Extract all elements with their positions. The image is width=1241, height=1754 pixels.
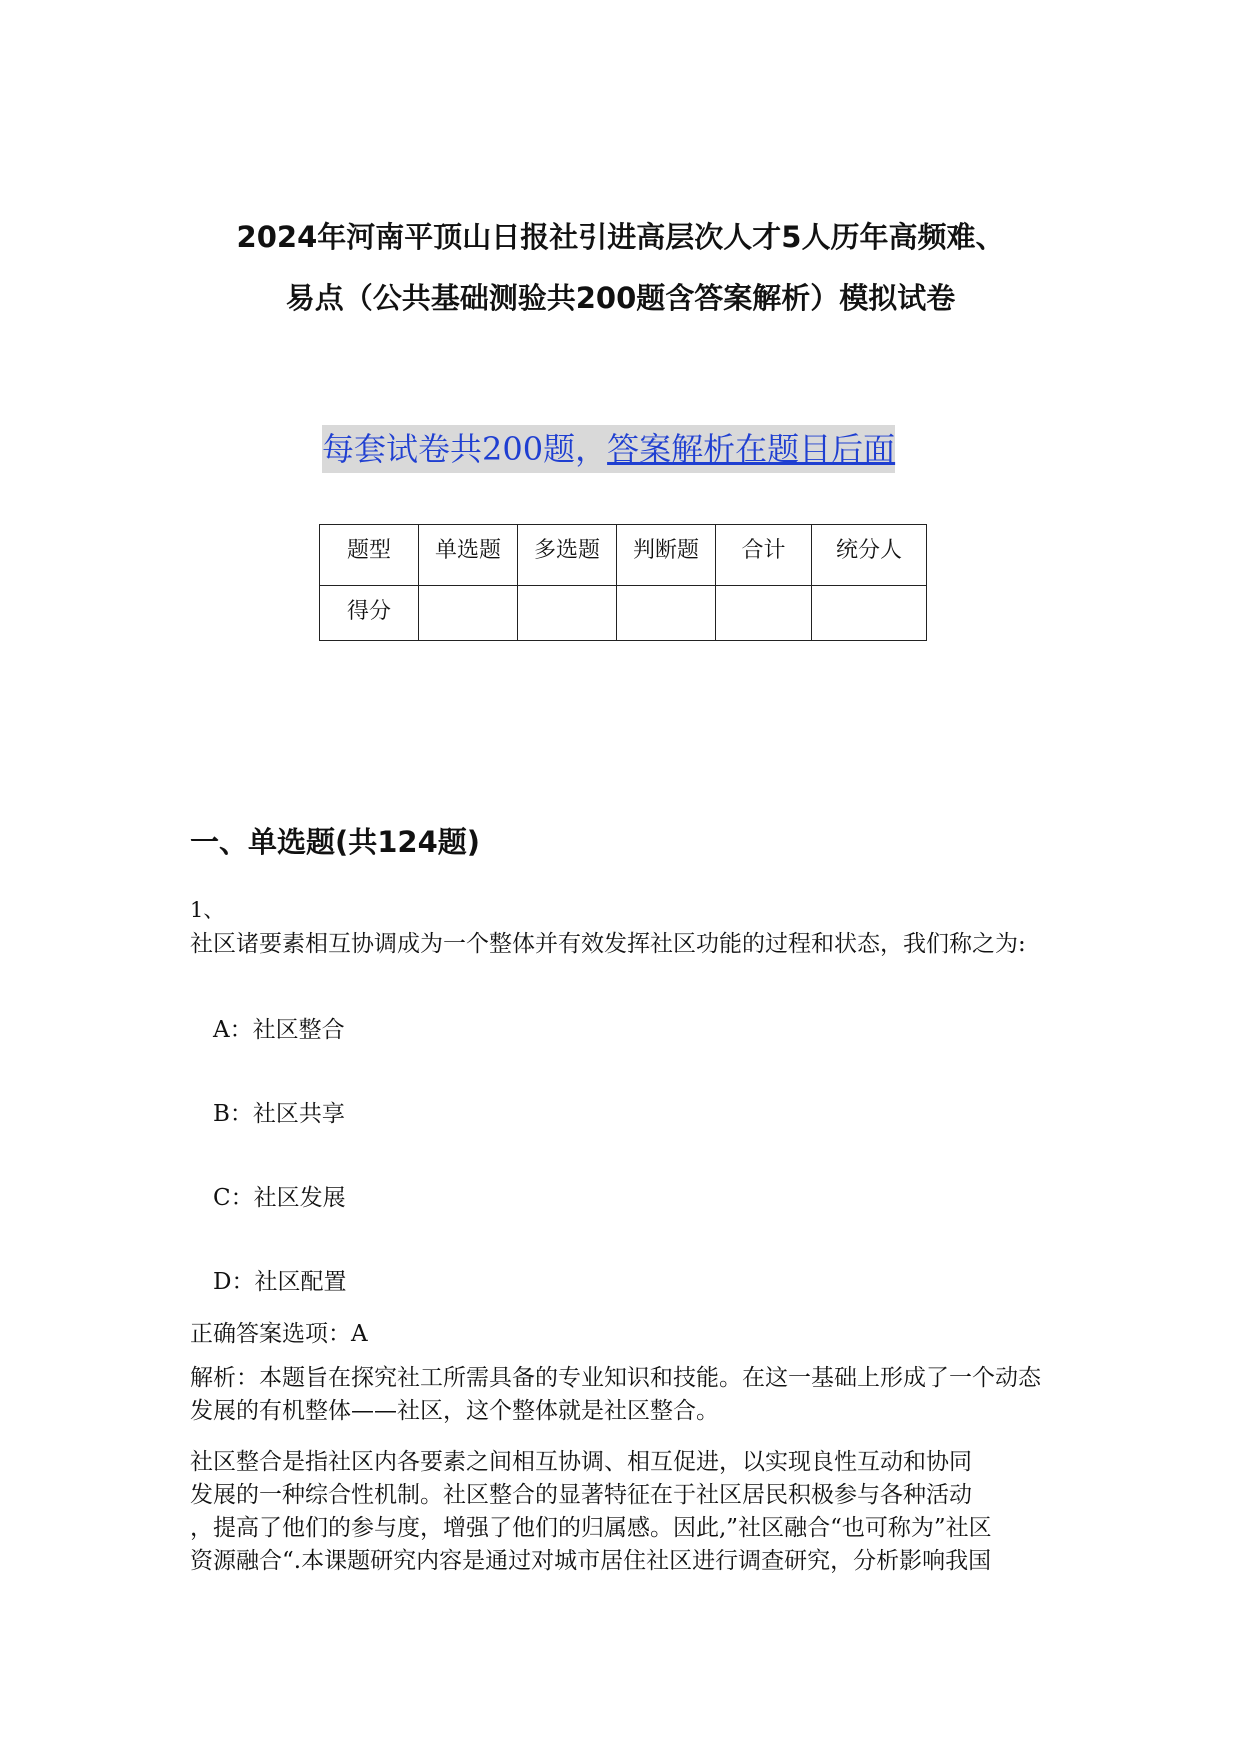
analysis-paragraph-2: [190, 1446, 1060, 1578]
document-title-line-2: 易点（公共基础测验共200题含答案解析）模拟试卷: [285, 281, 956, 315]
score-cell-scorer: [812, 586, 927, 641]
score-cell-true-false: [617, 586, 716, 641]
option-d: D：社区配置: [213, 1269, 347, 1295]
header-cell-scorer: 统分人: [812, 525, 927, 586]
analysis-paragraph-1: 解析：本题旨在探究社工所需具备的专业知识和技能。在这一基础上形成了一个动态发展的有机整体——社区，这个整体就是社区整合。: [190, 1365, 1041, 1424]
analysis-line: ，提高了他们的参与度，增强了他们的归属感。因此,”社区融合“也可称为”社区: [190, 1515, 992, 1541]
header-cell-type: 题型: [320, 525, 419, 586]
analysis-line: 发展的一种综合性机制。社区整合的显著特征在于社区居民积极参与各种活动: [190, 1482, 972, 1508]
header-cell-total: 合计: [716, 525, 812, 586]
header-cell-multiple-choice: 多选题: [518, 525, 617, 586]
score-table-header-row: [320, 525, 927, 586]
analysis-line: 资源融合“.本课题研究内容是通过对城市居住社区进行调查研究，分析影响我国: [190, 1548, 992, 1574]
score-table: [319, 524, 927, 641]
score-cell-total: [716, 586, 812, 641]
option-c: C：社区发展: [213, 1185, 346, 1211]
analysis-line: 社区整合是指社区内各要素之间相互协调、相互促进，以实现良性互动和协同: [190, 1449, 972, 1475]
answer-note-banner: [322, 425, 895, 473]
header-cell-single-choice: 单选题: [419, 525, 518, 586]
option-b: B：社区共享: [213, 1101, 345, 1127]
option-a: A：社区整合: [213, 1017, 345, 1043]
banner-link[interactable]: 答案解析在题目后面: [607, 430, 896, 468]
section-heading: 一、单选题(共124题): [190, 825, 481, 859]
score-cell-multiple-choice: [518, 586, 617, 641]
row-label-score: 得分: [320, 586, 419, 641]
score-table-score-row: [320, 586, 927, 641]
banner-text: 每套试卷共200题，: [322, 430, 608, 468]
document-title-line-1: 2024年河南平顶山日报社引进高层次人才5人历年高频难、: [236, 220, 1005, 254]
question-number: 1、: [190, 898, 225, 922]
header-cell-true-false: 判断题: [617, 525, 716, 586]
correct-answer: 正确答案选项：A: [190, 1321, 368, 1347]
score-cell-single-choice: [419, 586, 518, 641]
question-stem: 社区诸要素相互协调成为一个整体并有效发挥社区功能的过程和状态，我们称之为:: [190, 931, 1026, 957]
